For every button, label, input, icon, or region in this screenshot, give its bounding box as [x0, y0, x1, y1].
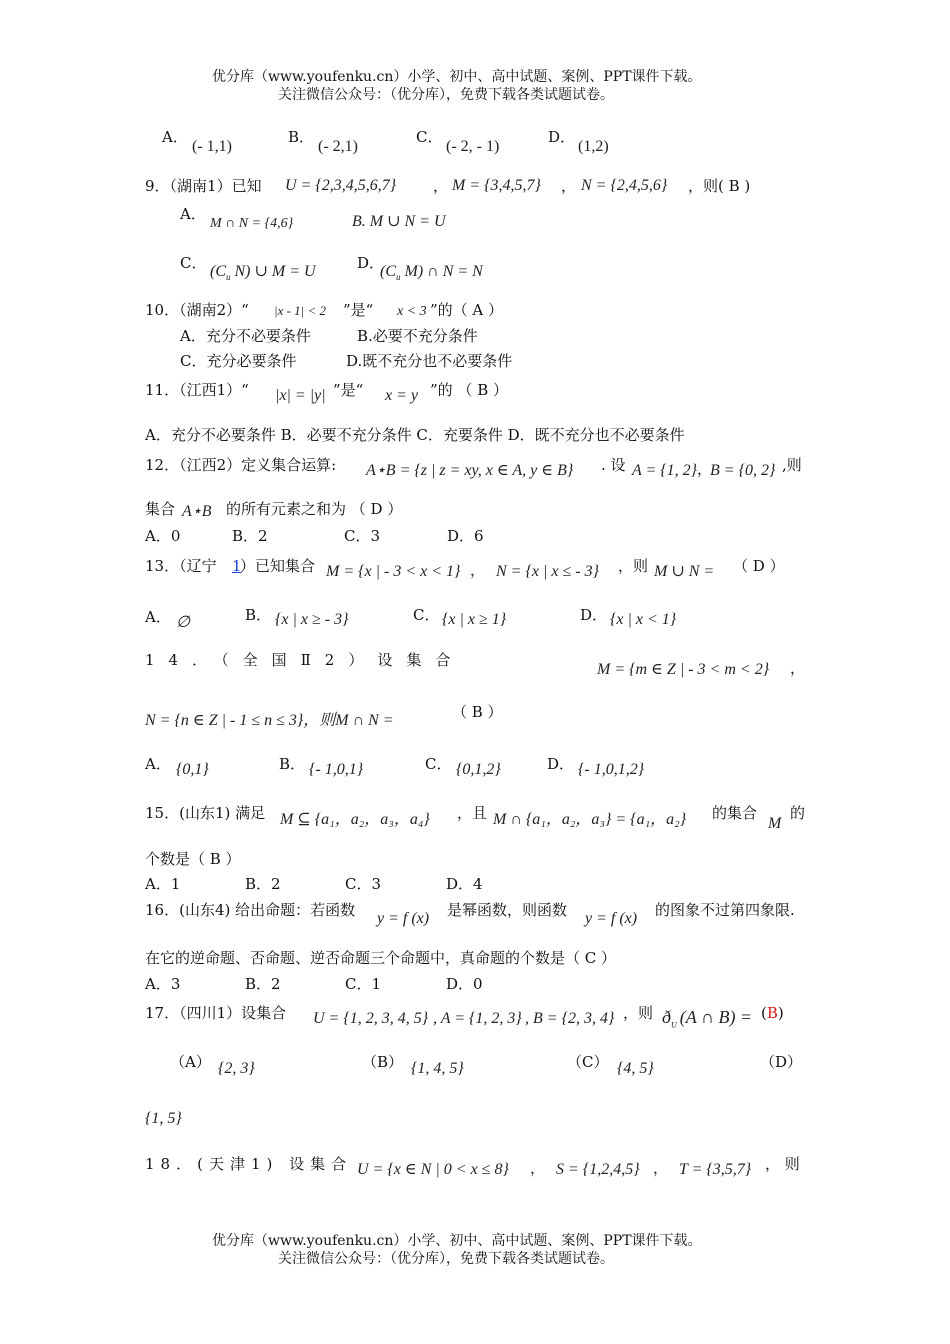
q18-stem-prefix: 18．(天津1) 设集合 [145, 1155, 353, 1173]
q12-set-a: A = {1, 2} [632, 462, 698, 479]
footer-line-2: 关注微信公众号：（优分库），免费下载各类试题试卷。 [278, 1251, 614, 1267]
q17-option-a-label: （A） [170, 1053, 211, 1071]
q17-option-d-value: {1, 5} [145, 1110, 182, 1127]
q10-option-a: A．充分不必要条件 [180, 327, 311, 345]
q16-stem-middle: 是幂函数，则函数 [447, 901, 568, 919]
q12-option-d: D．6 [447, 527, 484, 545]
q9-option-c-label: C． [180, 254, 207, 272]
q8-option-a-label: A． [162, 128, 188, 146]
q14-option-b-value: {- 1,0,1} [309, 761, 364, 778]
q8-option-d-value: (1,2) [578, 138, 609, 155]
q14-option-c-value: {0,1,2} [456, 761, 501, 778]
q13-answer: （ D ） [733, 557, 785, 575]
q13-option-a-value: ∅ [176, 614, 190, 631]
q10-stem-suffix: ”的（ A ） [430, 301, 504, 319]
q18-set-s: S = {1,2,4,5} [556, 1161, 640, 1178]
q13-expression: M ∪ N = [654, 563, 715, 580]
q14-option-d-value: {- 1,0,1,2} [578, 761, 645, 778]
q9-option-d-label: D． [357, 254, 385, 272]
q16-stem-suffix: 的图象不过第四象限. [655, 901, 795, 919]
q15-line2: 个数是（ B ） [145, 850, 241, 868]
q17-option-a-value: {2, 3} [218, 1060, 255, 1077]
q9-comma-2: ， [561, 177, 577, 195]
q13-option-d-value: {x | x < 1} [610, 611, 677, 628]
q8-option-b-value: (- 2,1) [318, 138, 358, 155]
q18-comma-1: ， [530, 1159, 546, 1177]
footer-line-1: 优分库（www.youfenku.cn）小学、初中、高中试题、案例、PPT课件下载。 [212, 1233, 702, 1249]
q17-option-d-label: （D） [760, 1053, 803, 1071]
q10-stem-middle: ”是“ [343, 301, 374, 319]
q11-stem-middle: ”是“ [333, 381, 364, 399]
q11-condition-2: x = y [385, 387, 418, 404]
q12-stem-prefix: 12．（江西2）定义集合运算: [145, 456, 337, 474]
q13-option-d-label: D． [580, 606, 608, 624]
q10-condition-1: |x - 1| < 2 [274, 303, 327, 318]
q14-option-b-label: B． [279, 755, 306, 773]
q9-set-m: M = {3,4,5,7} [452, 177, 541, 194]
q17-option-c-label: （C） [567, 1053, 609, 1071]
q11-condition-1: |x| = |y| [275, 387, 326, 404]
q13-stem-prefix: 13．（辽宁 [145, 557, 217, 575]
q12-stem-suffix: ,则 [782, 456, 802, 474]
q14-set-m: M = {m ∈ Z | - 3 < m < 2} [597, 661, 770, 678]
q17-set-u: U = {1, 2, 3, 4, 5} [313, 1010, 429, 1027]
q14-stem-prefix: 14．（全国Ⅱ2）设集合 [145, 651, 465, 669]
q8-option-a-value: (- 1,1) [192, 138, 232, 155]
q18-stem-suffix: ， 则 [765, 1155, 800, 1173]
q12-definition: A⋆B = {z | z = xy, x ∈ A, y ∈ B} [366, 462, 574, 479]
q14-option-a-label: A． [145, 755, 171, 773]
q10-stem-prefix: 10．（湖南2）“ [145, 301, 249, 319]
q16-function-2: y = f (x) [585, 910, 638, 927]
q17-set-a: , A = {1, 2, 3} [433, 1010, 522, 1027]
q16-line2: 在它的逆命题、否命题、逆否命题三个命题中，真命题的个数是（ C ） [145, 949, 617, 967]
q17-expression: $ð_U$ (A ∩ B) = [662, 1007, 753, 1030]
header-line-2: 关注微信公众号：（优分库），免费下载各类试题试卷。 [278, 87, 614, 103]
q17-option-c-value: {4, 5} [617, 1060, 654, 1077]
q18-set-t: T = {3,5,7} [679, 1161, 752, 1178]
q15-expression-3: M [768, 815, 782, 832]
q14-comma: ， [790, 659, 806, 677]
q12-option-c: C．3 [344, 527, 381, 545]
q10-option-d: D.既不充分也不必要条件 [346, 352, 513, 370]
q9-option-a-label: A． [180, 205, 206, 223]
q16-option-b: B．2 [245, 975, 281, 993]
q15-expression-1: M ⊆ {a₁，a₂，a₃，a₄} [280, 811, 430, 828]
q14-option-a-value: {0,1} [176, 761, 209, 778]
q13-option-c-value: {x | x ≥ 1} [442, 611, 507, 628]
q12-option-a: A．0 [145, 527, 181, 545]
q9-option-b-value: B. M ∪ N = U [352, 213, 446, 230]
q16-stem-prefix: 16．(山东4) 给出命题：若函数 [145, 901, 356, 919]
q13-comma: ， [470, 561, 486, 579]
q16-option-d: D．0 [446, 975, 483, 993]
q17-option-b-label: （B） [362, 1053, 404, 1071]
q11-stem-prefix: 11．（江西1）“ [145, 381, 249, 399]
q14-option-c-label: C． [425, 755, 452, 773]
q9-stem-prefix: 9．（湖南1）已知 [145, 177, 262, 195]
q9-option-a-value: M ∩ N = {4,6} [210, 216, 294, 231]
q10-option-c: C．充分必要条件 [180, 352, 297, 370]
q13-set-m: M = {x | - 3 < x < 1} [326, 563, 461, 580]
q10-option-b: B.必要不充分条件 [357, 327, 478, 345]
q13-option-a-label: A． [145, 608, 171, 626]
q9-stem-suffix: ，则( B ) [688, 177, 751, 195]
q18-set-u: U = {x ∈ N | 0 < x ≤ 8} [357, 1161, 509, 1178]
q14-option-d-label: D． [547, 755, 575, 773]
q9-set-n: N = {2,4,5,6} [581, 177, 668, 194]
q9-comma-1: ， [433, 177, 449, 195]
q13-option-b-value: {x | x ≥ - 3} [275, 611, 349, 628]
q12-option-b: B．2 [232, 527, 268, 545]
q15-stem-suffix: 的集合 [712, 804, 758, 822]
q15-option-b: B．2 [245, 875, 281, 893]
q10-condition-2: x < 3 [397, 304, 427, 319]
q12-comma: ， [697, 460, 713, 478]
q11-stem-suffix: ”的 （ B ） [430, 381, 508, 399]
q8-option-c-value: (- 2, - 1) [446, 138, 500, 155]
q17-then: ，则 [623, 1004, 654, 1022]
q14-set-n: N = {n ∈ Z | - 1 ≤ n ≤ 3}，则M ∩ N = [145, 712, 394, 729]
q15-option-c: C．3 [345, 875, 382, 893]
q12-line2-suffix: 的所有元素之和为 （ D ） [226, 500, 403, 518]
q9-option-d-value: ($C_u$ M) ∩ N = N [380, 263, 483, 283]
q12-line2-prefix: 集合 [145, 500, 176, 518]
q17-answer: (B) [761, 1004, 784, 1022]
q15-option-d: D．4 [446, 875, 483, 893]
q8-option-b-label: B． [288, 128, 315, 146]
q13-option-c-label: C． [413, 606, 440, 624]
q15-stem-suffix-2: 的 [790, 804, 806, 822]
q16-function-1: y = f (x) [377, 910, 430, 927]
q13-link[interactable]: 1 [232, 557, 242, 575]
q13-option-b-label: B． [245, 606, 272, 624]
q15-expression-2: M ∩ {a₁，a₂，a₃} = {a₁，a₂} [493, 811, 687, 828]
q17-stem-prefix: 17．（四川1）设集合 [145, 1004, 287, 1022]
q15-stem-middle: ，且 [457, 804, 488, 822]
q15-option-a: A．1 [145, 875, 181, 893]
q9-option-c-value: ($C_u$ N) ∪ M = U [210, 263, 316, 283]
q13-stem-middle: ）已知集合 [240, 557, 316, 575]
q13-then: ，则 [618, 557, 649, 575]
q16-option-a: A．3 [145, 975, 181, 993]
q17-option-b-value: {1, 4, 5} [411, 1060, 464, 1077]
q8-option-d-label: D． [548, 128, 576, 146]
q13-set-n: N = {x | x ≤ - 3} [496, 563, 599, 580]
q16-option-c: C．1 [345, 975, 382, 993]
q14-answer: （ B ） [452, 703, 503, 721]
q15-stem-prefix: 15．(山东1) 满足 [145, 804, 266, 822]
q12-line2-expression: A⋆B [182, 503, 212, 520]
q17-answer-letter: B [766, 1004, 778, 1022]
q17-set-b: , B = {2, 3, 4} [525, 1010, 615, 1027]
q8-option-c-label: C． [416, 128, 443, 146]
q12-set-b: B = {0, 2} [710, 462, 776, 479]
q18-comma-2: ， [653, 1159, 669, 1177]
header-line-1: 优分库（www.youfenku.cn）小学、初中、高中试题、案例、PPT课件下载。 [212, 69, 702, 85]
q11-options: A．充分不必要条件 B．必要不充分条件 C．充要条件 D．既不充分也不必要条件 [145, 426, 685, 444]
q12-stem-middle: . 设 [601, 456, 626, 474]
q9-set-u: U = {2,3,4,5,6,7} [285, 177, 397, 194]
